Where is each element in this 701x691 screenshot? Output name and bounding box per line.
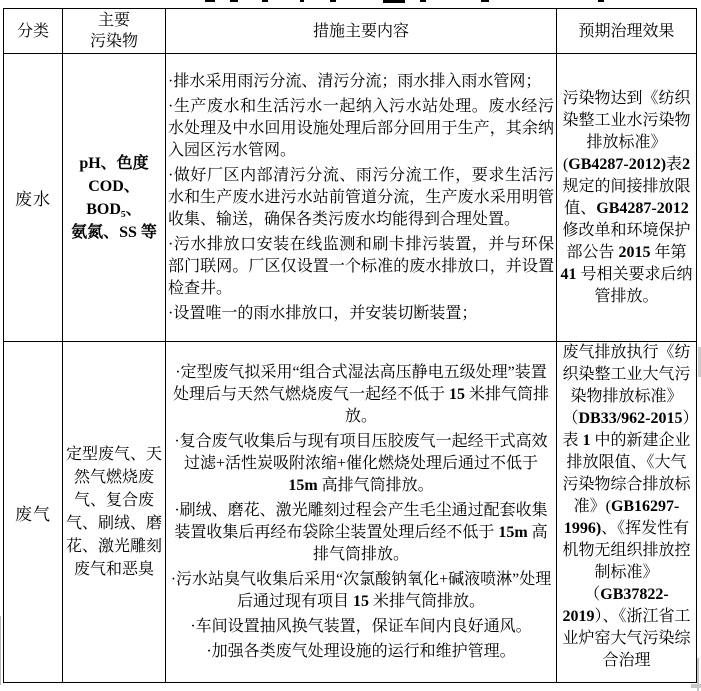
table-row-wastewater — [4, 54, 697, 342]
page-edge-artifact — [0, 616, 1, 685]
cell-pollutants-wastewater: pH、色度 COD、BOD₅、 氨氮、SS 等 — [63, 54, 166, 342]
table-row-wastegas — [4, 342, 697, 683]
table-header-row — [4, 9, 697, 54]
cropped-title-remnant — [481, 0, 489, 2]
cropped-title-remnant — [230, 0, 238, 2]
cropped-title-remnant — [300, 0, 304, 2]
measure-item: ·做好厂区内部清污分流、雨污分流工作，要求生活污水和生产废水进污水站前管道分流，生产废水采用明管收集、输送，确保各类污废水均能得到合理处置。 — [168, 166, 554, 228]
header-measures: 措施主要内容 — [166, 9, 557, 54]
measure-item: ·刷绒、磨花、激光雕刻过程会产生毛尘通过配套收集装置收集后再经布袋除尘装置处理后经不低于 15m 高排气筒排放。 — [174, 501, 548, 563]
measure-item: ·加强各类废气处理设施的运行和维护管理。 — [206, 642, 516, 660]
cropped-title-remnant — [205, 0, 215, 2]
header-category: 分类 — [4, 9, 63, 54]
measure-item: ·车间设置抽风换气装置，保证车间内良好通风。 — [190, 617, 532, 635]
cropped-title-remnant — [262, 0, 268, 2]
header-effect: 预期治理效果 — [557, 9, 697, 54]
pollution-measures-table — [3, 8, 697, 683]
cell-effect-wastegas: 废气排放执行《纺织染整工业大气污染物排放标准》（DB33/962-2015）表 1 中的新建企业排放限值、《大气污染物综合排放标准》(GB16297-1996)、《挥发性有机物无组织排放控制标准》（GB37822-2019）、《浙江省工业炉窑大气污染综合治理 — [557, 342, 697, 683]
cropped-title-remnant — [420, 0, 426, 2]
page-edge-artifact — [691, 684, 701, 688]
cell-category-wastegas: 废气 — [4, 342, 63, 683]
measure-item: ·污水站臭气收集后采用“次氯酸钠氧化+碱液喷淋”处理后通过现有项目 15 米排气筒排放。 — [170, 570, 552, 610]
cell-measures-wastewater — [166, 54, 557, 342]
cropped-title-remnant — [330, 0, 336, 2]
cropped-title-remnant — [383, 0, 405, 3]
measure-item: ·污水排放口安装在线监测和刷卡排污装置，并与环保部门联网。厂区仅设置一个标准的废水排放口，并设置检查井。 — [168, 235, 554, 297]
measure-item: ·设置唯一的雨水排放口，并安装切断装置； — [168, 304, 478, 322]
cell-effect-wastewater: 污染物达到《纺织染整工业水污染物排放标准》(GB4287-2012)表2规定的间接排放限值、GB4287-2012修改单和环境保护部公告 2015 年第 41 号相关要求后纳管排放。 — [557, 54, 697, 342]
cell-pollutants-wastegas: 定型废气、天然气燃烧废气、复合废气、刷绒、磨花、激光雕刻废气和恶臭 — [63, 342, 166, 683]
header-pollutants: 主要 污染物 — [63, 9, 166, 54]
cropped-title-remnant — [598, 0, 604, 2]
measure-item: ·复合废气收集后与现有项目压胶废气一起经干式高效过滤+活性炭吸附浓缩+催化燃烧处理后通过不低于 15m 高排气筒排放。 — [174, 432, 548, 494]
measure-item: ·排水采用雨污分流、清污分流；雨水排入雨水管网； — [168, 72, 542, 90]
measure-item: ·定型废气拟采用“组合式湿法高压静电五级处理”装置处理后与天然气燃烧废气一起经不低于 15 米排气筒排放。 — [172, 363, 550, 425]
cell-measures-wastegas — [166, 342, 557, 683]
cell-category-wastewater: 废水 — [4, 54, 63, 342]
measure-item: ·生产废水和生活污水一起纳入污水站处理。废水经污水处理及中水回用设施处理后部分回用于生产，其余纳入园区污水管网。 — [168, 97, 554, 159]
